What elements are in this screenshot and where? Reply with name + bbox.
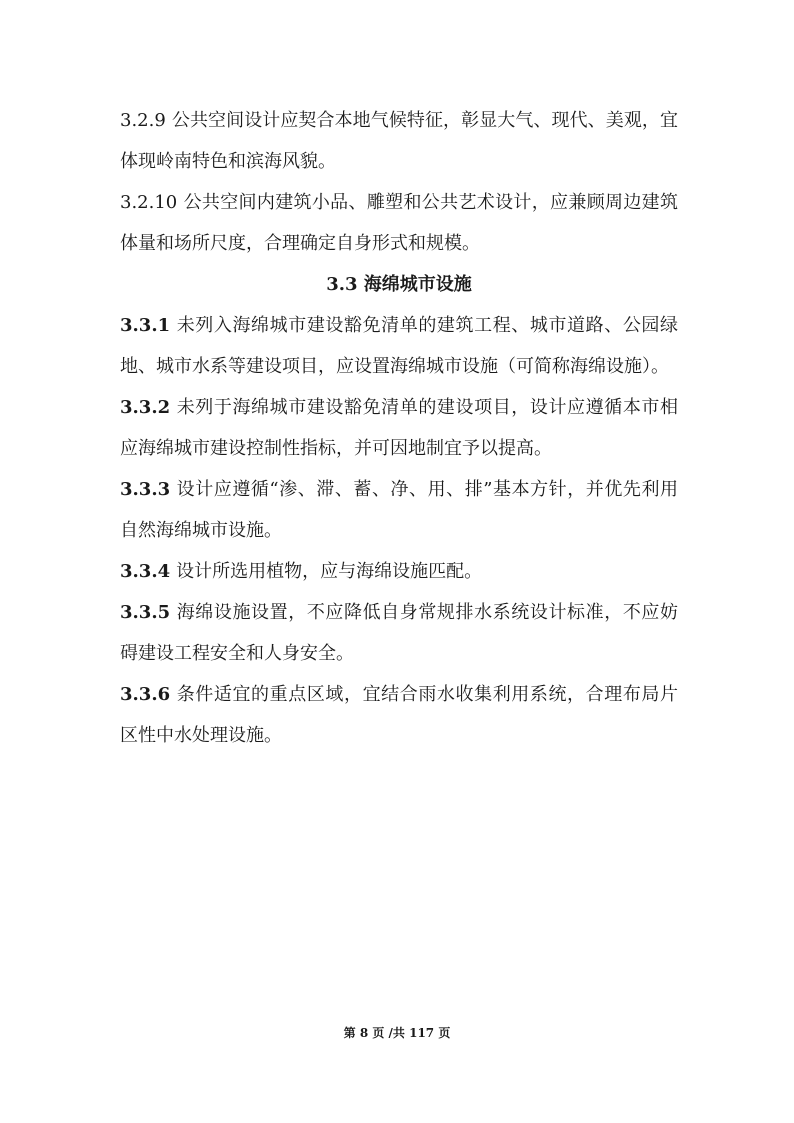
- clause-3-3-2: [120, 387, 678, 469]
- clause-text: 未列于海绵城市建设豁免清单的建设项目，设计应遵循本市相应海绵城市建设控制性指标，并可因地制宜予以提高。: [120, 397, 678, 459]
- clause-text: 设计所选用植物，应与海绵设施匹配。: [176, 561, 483, 582]
- document-body: [120, 100, 678, 756]
- clause-number: 3.3.2: [120, 397, 171, 418]
- clause-text: 未列入海绵城市建设豁免清单的建筑工程、城市道路、公园绿地、城市水系等建设项目，应设置海绵城市设施（可简称海绵设施）。: [120, 315, 678, 377]
- clause-3-3-1: [120, 305, 678, 387]
- clause-number: 3.2.9: [120, 110, 166, 131]
- clause-number: 3.3.5: [120, 602, 171, 623]
- clause-3-3-6: [120, 674, 678, 756]
- clause-3-3-5: [120, 592, 678, 674]
- clause-number: 3.3.4: [120, 561, 171, 582]
- clause-text: 公共空间内建筑小品、雕塑和公共艺术设计，应兼顾周边建筑体量和场所尺度，合理确定自身形式和规模。: [120, 192, 678, 254]
- clause-number: 3.2.10: [120, 192, 178, 213]
- page-footer: 第 8 页 /共 117 页: [343, 1026, 451, 1040]
- clause-text: 公共空间设计应契合本地气候特征，彰显大气、现代、美观，宜体现岭南特色和滨海风貌。: [120, 110, 678, 172]
- clause-number: 3.3.1: [120, 315, 171, 336]
- clause-3-2-9: [120, 100, 678, 182]
- clause-3-2-10: [120, 182, 678, 264]
- clause-number: 3.3.3: [120, 479, 171, 500]
- clause-3-3-3: [120, 469, 678, 551]
- section-heading: 3.3 海绵城市设施: [326, 274, 472, 295]
- clause-text: 设计应遵循“渗、滞、蓄、净、用、排”基本方针，并优先利用自然海绵城市设施。: [120, 479, 678, 541]
- clause-text: 海绵设施设置，不应降低自身常规排水系统设计标准，不应妨碍建设工程安全和人身安全。: [120, 602, 678, 664]
- clause-3-3-4: [120, 551, 678, 592]
- clause-number: 3.3.6: [120, 684, 171, 705]
- clause-text: 条件适宜的重点区域，宜结合雨水收集利用系统，合理布局片区性中水处理设施。: [120, 684, 678, 746]
